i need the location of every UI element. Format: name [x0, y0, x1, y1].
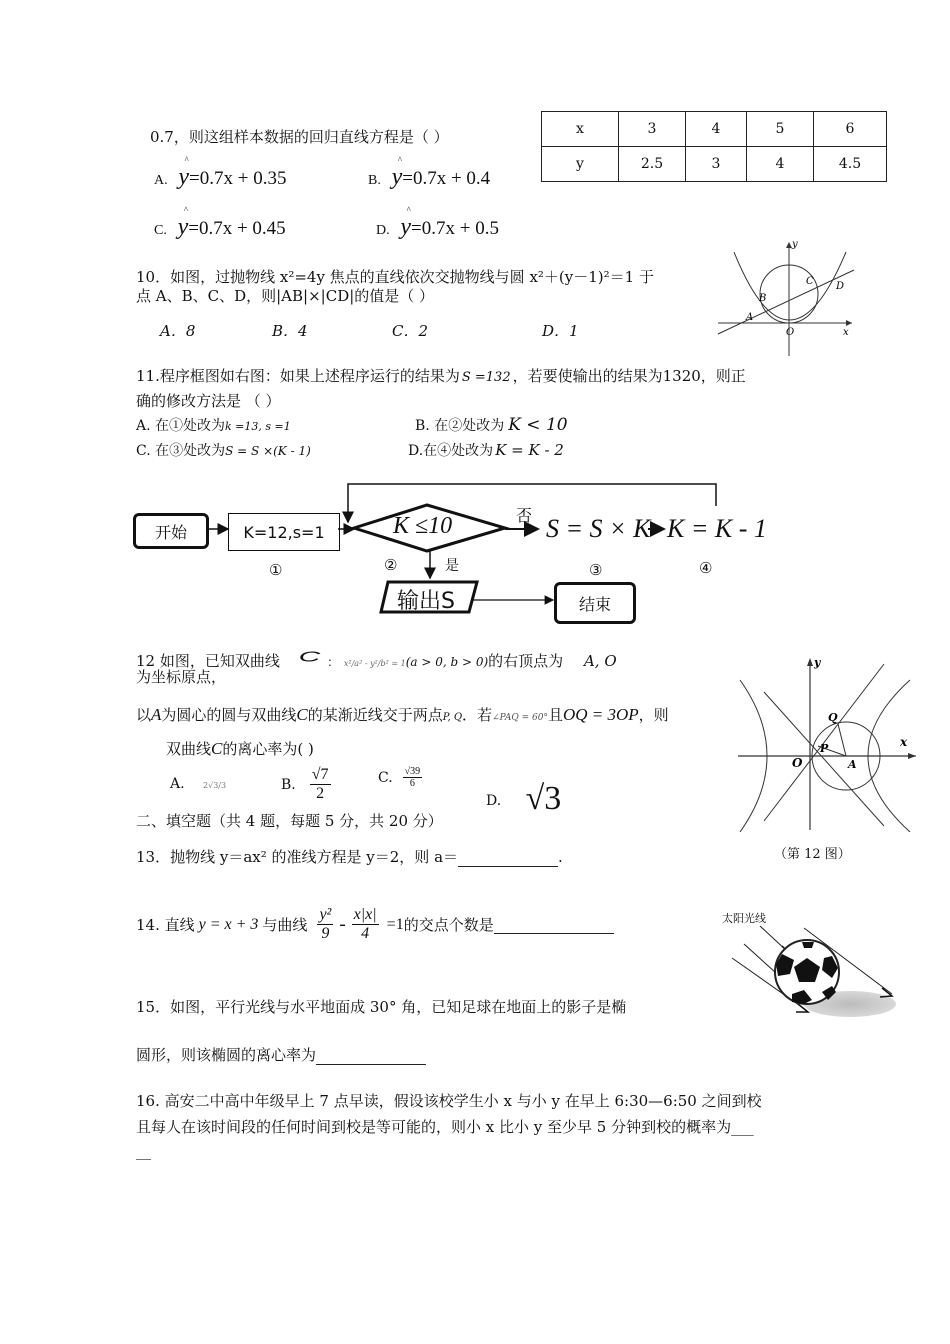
q15-line1: 15．如图，平行光线与水平地面成 30° 角，已知足球在地面上的影子是椭 [136, 998, 627, 1016]
q10-option-c[interactable]: C．2 [392, 322, 429, 340]
q14-answer-blank[interactable] [494, 915, 614, 934]
q14-line-eq: y = x + 3 [198, 915, 259, 933]
table-row [542, 147, 887, 182]
flow-end-box: 结束 [554, 582, 636, 624]
table-cell: 4 [747, 147, 814, 182]
flow-mark-1: ① [269, 561, 283, 579]
q11-option-c[interactable]: C. 在③处改为S = S ×(K - 1) [136, 443, 311, 459]
q12-hyperbola-eq: x²/a² - y²/b² = 1 [343, 659, 406, 668]
q10-line2: 点 A、B、C、D，则|AB|×|CD|的值是（ ） [136, 287, 435, 305]
q11-line1: 11.程序框图如右图：如果上述程序运行的结果为 S =132 ，若要使输出的结果为1320，则正 [136, 367, 746, 385]
table-row [542, 112, 887, 147]
q9-option-a-eq: =0.7x + 0.35 [189, 168, 287, 189]
q14: 14. 直线 y = x + 3 与曲线 $\frac{\text{y²}}{9}$ - $\frac{x|x|}{4}$ =1 的交点个数是 [136, 906, 614, 943]
flow-step-decrement: K = K - 1 [667, 514, 767, 543]
fig-label-o: O [792, 756, 803, 770]
section-2-heading: 二、填空题（共 4 题，每题 5 分，共 20 分） [136, 812, 443, 830]
fig-label-d: D [836, 281, 845, 292]
flow-mark-3: ③ [589, 561, 603, 579]
table-cell: 2.5 [619, 147, 686, 182]
table-header-y: y [542, 147, 619, 182]
fig-label-y: y [792, 239, 798, 250]
q9-option-a[interactable]: A. ^ y=0.7x + 0.35 [154, 155, 287, 190]
q10-figure [712, 238, 857, 358]
fig-label-q: Q [828, 711, 838, 724]
fig-label-x: x [843, 327, 849, 338]
table-cell: 3 [686, 147, 747, 182]
q9-option-d-eq: =0.7x + 0.5 [411, 218, 499, 239]
q12-figure [734, 656, 918, 832]
table-cell: 3 [619, 112, 686, 147]
flow-no-label: 否 [516, 506, 533, 525]
fig-label-x: x [900, 735, 908, 749]
q13: 13．抛物线 y＝ax² 的准线方程是 y＝2，则 a＝ . [136, 848, 563, 866]
soccer-ball-icon [775, 940, 839, 1004]
q9-option-c-eq: =0.7x + 0.45 [188, 218, 286, 239]
q9-option-a-label: A. [154, 173, 168, 188]
q9-option-b-label: B. [368, 173, 381, 188]
q10-option-d[interactable]: D．1 [542, 322, 579, 340]
q10-option-b[interactable]: B．4 [272, 322, 308, 340]
q16-line1: 16. 高安二中高中年级早上 7 点早读，假设该校学生小 x 与小 y 在早上 6:30—6:50 之间到校 [136, 1092, 762, 1110]
q15-line2: 圆形，则该椭圆的离心率为 [136, 1044, 426, 1065]
q9-stem: 0.7，则这组样本数据的回归直线方程是（ ） [150, 128, 449, 146]
q12-line1: 12 如图，已知双曲线 C ： x²/a² - y²/b² = 1(a > 0, b > 0)的右顶点为 A, O [136, 648, 617, 670]
fig-label-p: P [820, 742, 829, 755]
flow-condition: K ≤10 [393, 513, 453, 539]
table-cell: 4.5 [814, 147, 887, 182]
q10-line1: 10．如图，过抛物线 x²=4y 焦点的直线依次交抛物线与圆 x²＋(y－1)²＝1 于 [136, 268, 654, 286]
q11-option-b[interactable]: B. 在②处改为 K < 10 [415, 415, 568, 435]
q9-data-table [541, 111, 887, 182]
q12-vertex: A, O [583, 652, 617, 670]
flow-start-box: 开始 [133, 513, 209, 549]
table-cell: 6 [814, 112, 887, 147]
q9-option-d-label: D. [376, 223, 390, 238]
fig-label-y: y [814, 656, 821, 669]
q15-answer-blank[interactable] [316, 1064, 426, 1065]
q12-option-d[interactable]: D. √3 [486, 780, 562, 817]
q12-option-c[interactable]: C. $\frac{√39}{6}$ [378, 766, 421, 789]
q16-line2: 且每人在该时间段的任何时间到校是等可能的，则小 x 比小 y 至少早 5 分钟到校的概率为___ [136, 1118, 754, 1136]
table-cell: 4 [686, 112, 747, 147]
table-header-x: x [542, 112, 619, 147]
table-cell: 5 [747, 112, 814, 147]
q12-curve-c: C [298, 648, 323, 665]
q9-option-d[interactable]: D. ^ y=0.7x + 0.5 [376, 205, 499, 240]
q15-figure-label: 太阳光线 [722, 912, 766, 925]
q11-result: S =132 [461, 370, 511, 385]
flow-mark-2: ② [384, 556, 398, 574]
fig-label-o: O [786, 327, 795, 338]
q13-answer-blank[interactable] [458, 866, 558, 867]
q9-option-c-label: C. [154, 223, 167, 238]
q15-figure [724, 920, 900, 1020]
q9-option-b-eq: =0.7x + 0.4 [402, 168, 491, 189]
fig-label-c: C [806, 276, 814, 287]
q12-line4: 双曲线C的离心率为( ) [166, 739, 314, 758]
flowchart-lines [0, 470, 950, 630]
q16-line3: __ [136, 1142, 151, 1160]
flow-step-multiply: S = S × K [546, 514, 651, 543]
q12-option-b[interactable]: B. $\frac{√7}{2}$ [281, 766, 329, 802]
q11-line2: 确的修改方法是 （ ） [136, 392, 281, 410]
q9-option-c[interactable]: C. ^ y=0.7x + 0.45 [154, 205, 286, 240]
fig-label-a: A [746, 312, 754, 323]
q11-option-d[interactable]: D.在④处改为 K = K - 2 [408, 441, 564, 459]
flow-init-box: K=12,s=1 [228, 513, 340, 551]
fig-label-b: B [759, 293, 767, 304]
q12-option-a[interactable]: A. 2√3/3 [170, 776, 227, 792]
q10-option-a[interactable]: A．8 [160, 322, 196, 340]
q12-line2: 为坐标原点， [136, 668, 227, 686]
q11-option-a[interactable]: A. 在①处改为k =13, s =1 [136, 418, 291, 434]
fig-label-a: A [848, 758, 857, 771]
flow-yes-label: 是 [445, 558, 459, 574]
q12-line3: 以A为圆心的圆与双曲线C的某渐近线交于两点P, Q．若∠PAQ = 60°且OQ = 3OP，则 [136, 705, 669, 724]
flow-mark-4: ④ [699, 559, 713, 577]
q9-option-b[interactable]: B. ^ y=0.7x + 0.4 [368, 155, 491, 190]
flow-output: 输出S [397, 589, 455, 614]
q12-caption: （第 12 图） [774, 847, 851, 862]
